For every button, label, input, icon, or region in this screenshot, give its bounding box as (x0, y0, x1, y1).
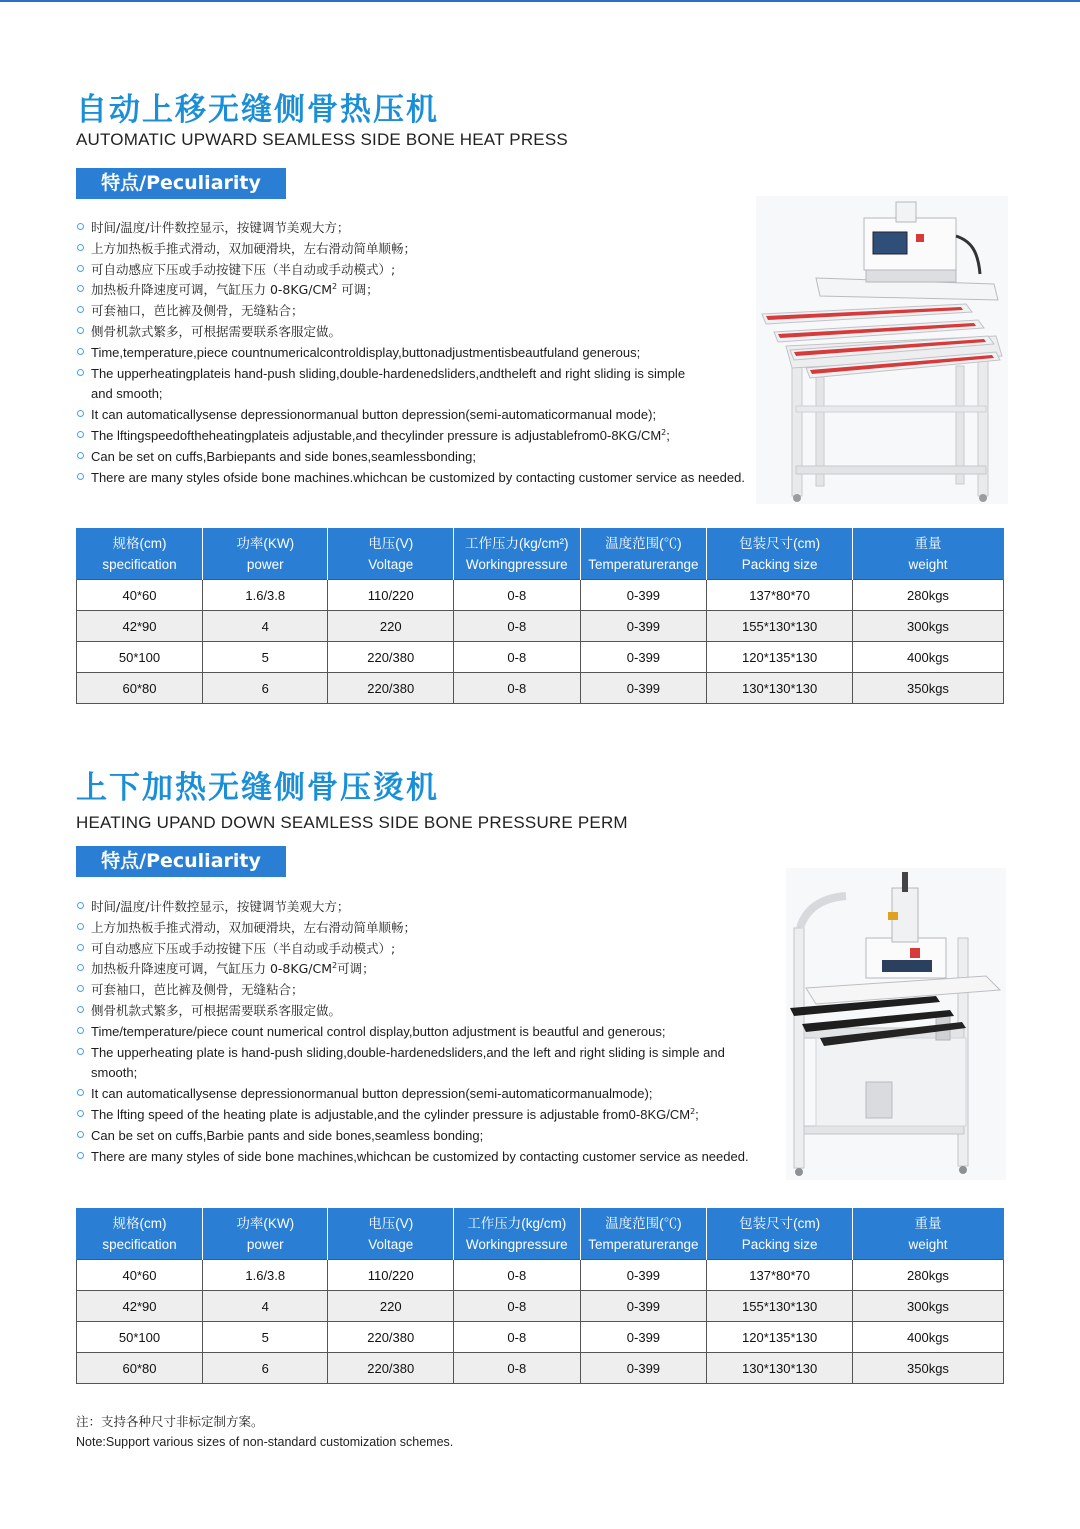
table-cell: 0-8 (454, 580, 581, 611)
table-cell: 0-8 (454, 1353, 581, 1384)
bullet-icon (77, 244, 84, 251)
table-cell: 0-8 (454, 642, 581, 673)
table-cell: 42*90 (77, 1291, 203, 1322)
table-cell: 0-399 (580, 1260, 707, 1291)
bullet-icon (77, 985, 84, 992)
bullet-icon (77, 410, 84, 417)
table-cell: 0-8 (454, 1291, 581, 1322)
spec-table (76, 1208, 1004, 1384)
table-cell: 40*60 (77, 580, 203, 611)
feature-item: 时间/温度/计件数控显示，按键调节美观大方； (76, 218, 796, 239)
feature-item: Can be set on cuffs,Barbie pants and side bones,seamless bonding; (76, 1126, 796, 1147)
table-cell: 120*135*130 (707, 642, 853, 673)
feature-item: The lfting speed of the heating plate is adjustable,and the cylinder pressure is adjustable $from0-8KG/CM^2$; (76, 1105, 796, 1126)
feature-item: The upperheatingplateis hand-push sliding,double-hardenedsliders,andtheleft and right sliding is simple and smooth; (76, 364, 691, 406)
table-cell: 300kgs (852, 611, 1003, 642)
bullet-icon (77, 1048, 84, 1055)
bullet-icon (77, 306, 84, 313)
feature-item: 侧骨机款式繁多，可根据需要联系客服定做。 (76, 1001, 796, 1022)
pressure-perm-machine-image (786, 868, 1006, 1180)
bullet-icon (77, 944, 84, 951)
table-cell: 220/380 (328, 642, 454, 673)
table-cell: 155*130*130 (707, 1291, 853, 1322)
feature-item: The upperheating plate is hand-push sliding,double-hardenedsliders,and the left and right sliding is simple and smooth; (76, 1043, 761, 1085)
column-header: 温度范围(℃) Temperaturerange (580, 528, 707, 580)
table-cell: 40*60 (77, 1260, 203, 1291)
feature-list (76, 897, 796, 1167)
feature-item: 加热板升降速度可调，气缸压力 $0-8KG/CM^2$可调； (76, 959, 796, 980)
column-header: 包装尺寸(cm) Packing size (707, 1208, 853, 1260)
table-cell: 0-399 (580, 611, 707, 642)
table-cell: 1.6/3.8 (203, 1260, 328, 1291)
table-cell: 155*130*130 (707, 611, 853, 642)
table-cell: 0-399 (580, 1322, 707, 1353)
table-cell: 220/380 (328, 1353, 454, 1384)
table-cell: 0-399 (580, 642, 707, 673)
peculiarity-badge: 特点/Peculiarity (76, 846, 286, 877)
table-cell: 0-8 (454, 673, 581, 704)
note-cn: 注：支持各种尺寸非标定制方案。 (76, 1414, 264, 1429)
bullet-icon (77, 1131, 84, 1138)
table-cell: 0-8 (454, 1322, 581, 1353)
feature-item: Time/temperature/piece count numerical control display,button adjustment is beautful and generous; (76, 1022, 796, 1043)
table-cell: 50*100 (77, 642, 203, 673)
column-header: 包装尺寸(cm) Packing size (707, 528, 853, 580)
table-cell: 6 (203, 673, 328, 704)
table-row (77, 580, 1004, 611)
table-row (77, 642, 1004, 673)
table-row (77, 1353, 1004, 1384)
bullet-icon (77, 431, 84, 438)
bullet-icon (77, 1152, 84, 1159)
bullet-icon (77, 1027, 84, 1034)
footer-note (76, 1412, 453, 1452)
table-cell: 0-399 (580, 1353, 707, 1384)
bullet-icon (77, 452, 84, 459)
table-cell: 4 (203, 611, 328, 642)
table-row (77, 673, 1004, 704)
column-header: 电压(V) Voltage (328, 1208, 454, 1260)
table-cell: 280kgs (852, 580, 1003, 611)
product-title-en: AUTOMATIC UPWARD SEAMLESS SIDE BONE HEAT PRESS (76, 130, 568, 149)
feature-item: It can automaticallysense depressionormanual button depression(semi-automaticormanual mode); (76, 405, 796, 426)
feature-item: 侧骨机款式繁多，可根据需要联系客服定做。 (76, 322, 796, 343)
column-header: 重量 weight (852, 528, 1003, 580)
feature-item: 上方加热板手推式滑动，双加硬滑块，左右滑动简单顺畅； (76, 239, 796, 260)
feature-item: 可自动感应下压或手动按键下压（半自动或手动模式）; (76, 260, 796, 281)
feature-item: 可套袖口，芭比裤及侧骨，无缝粘合； (76, 301, 796, 322)
feature-item: 可自动感应下压或手动按键下压（半自动或手动模式）; (76, 939, 796, 960)
column-header: 功率(KW) power (203, 528, 328, 580)
table-cell: 0-8 (454, 611, 581, 642)
spec-table (76, 528, 1004, 704)
feature-item: Can be set on cuffs,Barbiepants and side bones,seamlessbonding; (76, 447, 796, 468)
peculiarity-badge: 特点/Peculiarity (76, 168, 286, 199)
table-cell: 220 (328, 1291, 454, 1322)
table-cell: 400kgs (852, 1322, 1003, 1353)
bullet-icon (77, 327, 84, 334)
table-header-row (77, 1208, 1004, 1260)
feature-item: 加热板升降速度可调，气缸压力 $0-8KG/CM^2$ 可调； (76, 280, 796, 301)
column-header: 温度范围(℃) Temperaturerange (580, 1208, 707, 1260)
heat-press-machine-image (756, 196, 1008, 504)
table-cell: 5 (203, 642, 328, 673)
table-cell: 300kgs (852, 1291, 1003, 1322)
table-cell: 350kgs (852, 1353, 1003, 1384)
table-row (77, 1322, 1004, 1353)
bullet-icon (77, 265, 84, 272)
feature-item: It can automaticallysense depressionormanual button depression(semi-automaticormanualmode); (76, 1084, 796, 1105)
table-cell: 137*80*70 (707, 580, 853, 611)
feature-item: 上方加热板手推式滑动，双加硬滑块，左右滑动简单顺畅； (76, 918, 796, 939)
table-cell: 60*80 (77, 673, 203, 704)
top-accent-line (0, 0, 1080, 2)
table-cell: 130*130*130 (707, 673, 853, 704)
bullet-icon (77, 1006, 84, 1013)
bullet-icon (77, 473, 84, 480)
feature-item: There are many styles of side bone machines,whichcan be customized by contacting customer service as needed. (76, 1147, 796, 1168)
table-cell: 220/380 (328, 673, 454, 704)
table-cell: 0-8 (454, 1260, 581, 1291)
feature-item: 时间/温度/计件数控显示，按键调节美观大方； (76, 897, 796, 918)
table-header-row (77, 528, 1004, 580)
product-title-cn: 上下加热无缝侧骨压烫机 (76, 770, 439, 806)
feature-item: The lftingspeedoftheheatingplateis adjustable,and thecylinder pressure is $adjustablefrom0-8KG/CM^2$; (76, 426, 796, 447)
column-header: 规格(cm) specification (77, 528, 203, 580)
table-cell: 5 (203, 1322, 328, 1353)
table-cell: 0-399 (580, 1291, 707, 1322)
bullet-icon (77, 902, 84, 909)
table-cell: 60*80 (77, 1353, 203, 1384)
table-cell: 137*80*70 (707, 1260, 853, 1291)
bullet-icon (77, 1110, 84, 1117)
feature-item: 可套袖口，芭比裤及侧骨，无缝粘合； (76, 980, 796, 1001)
table-row (77, 1291, 1004, 1322)
column-header: 重量 weight (852, 1208, 1003, 1260)
table-cell: 350kgs (852, 673, 1003, 704)
table-cell: 130*130*130 (707, 1353, 853, 1384)
product-title-cn: 自动上移无缝侧骨热压机 (76, 92, 439, 128)
column-header: 功率(KW) power (203, 1208, 328, 1260)
bullet-icon (77, 348, 84, 355)
bullet-icon (77, 923, 84, 930)
column-header: 工作压力(kg/cm²) Workingpressure (454, 528, 581, 580)
table-cell: 0-399 (580, 673, 707, 704)
bullet-icon (77, 964, 84, 971)
table-cell: 110/220 (328, 580, 454, 611)
table-cell: 1.6/3.8 (203, 580, 328, 611)
feature-list (76, 218, 796, 488)
bullet-icon (77, 369, 84, 376)
table-cell: 6 (203, 1353, 328, 1384)
table-row (77, 611, 1004, 642)
table-cell: 400kgs (852, 642, 1003, 673)
table-cell: 280kgs (852, 1260, 1003, 1291)
bullet-icon (77, 285, 84, 292)
table-cell: 0-399 (580, 580, 707, 611)
feature-item: There are many styles ofside bone machines.whichcan be customized by contacting customer service as needed. (76, 468, 796, 489)
table-cell: 220/380 (328, 1322, 454, 1353)
column-header: 规格(cm) specification (77, 1208, 203, 1260)
table-cell: 220 (328, 611, 454, 642)
bullet-icon (77, 1089, 84, 1096)
product-title-en: HEATING UPAND DOWN SEAMLESS SIDE BONE PRESSURE PERM (76, 813, 628, 832)
table-cell: 4 (203, 1291, 328, 1322)
note-en: Note:Support various sizes of non-standard customization schemes. (76, 1435, 454, 1449)
column-header: 工作压力(kg/cm) Workingpressure (454, 1208, 581, 1260)
column-header: 电压(V) Voltage (328, 528, 454, 580)
bullet-icon (77, 223, 84, 230)
table-cell: 50*100 (77, 1322, 203, 1353)
table-cell: 42*90 (77, 611, 203, 642)
table-cell: 120*135*130 (707, 1322, 853, 1353)
feature-item: Time,temperature,piece countnumericalcontroldisplay,buttonadjustmentisbeautfuland generous; (76, 343, 796, 364)
table-cell: 110/220 (328, 1260, 454, 1291)
table-row (77, 1260, 1004, 1291)
